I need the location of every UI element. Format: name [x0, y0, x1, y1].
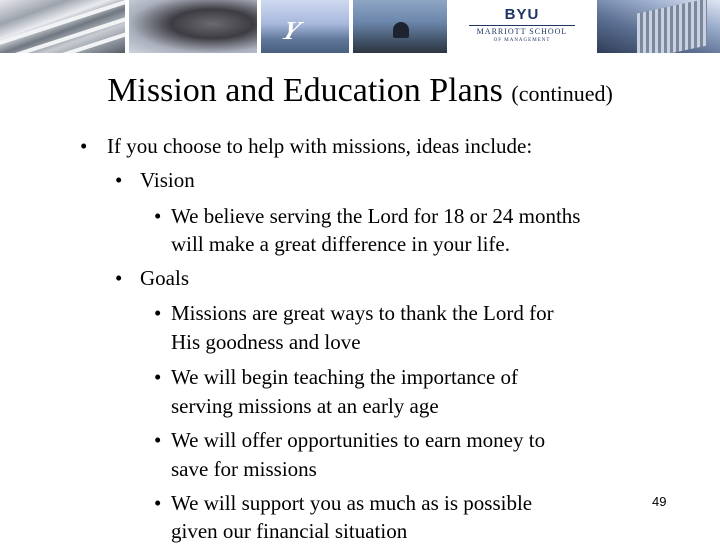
goal-item-line2: given our financial situation [171, 519, 408, 543]
goal-item-line1: We will support you as much as is possible [171, 491, 533, 515]
bullet-marker: • [80, 134, 88, 158]
banner-photo-building [597, 0, 720, 53]
bullet-marker: • [154, 301, 162, 325]
vision-label: Vision [140, 168, 195, 192]
slide-title-suffix: (continued) [511, 81, 613, 106]
bell-icon [393, 22, 409, 38]
vision-item-line2: will make a great difference in your life. [171, 232, 510, 256]
page-number: 49 [652, 494, 667, 509]
banner-photo-statue [129, 0, 257, 53]
bullet-marker: • [154, 365, 162, 389]
goal-item-line1: We will begin teaching the importance of [171, 365, 519, 389]
slide-title [0, 70, 720, 115]
y-mountain-icon: Y [277, 16, 305, 45]
bullet-marker: • [154, 428, 162, 452]
banner-photo-bell-tower [353, 0, 447, 53]
intro-text: If you choose to help with missions, ideas include: [107, 134, 533, 158]
goal-item-line1: We will offer opportunities to earn money to [171, 428, 546, 452]
byu-marriott-logo: BYU MARRIOTT SCHOOL OF MANAGEMENT [451, 0, 593, 53]
bullet-marker: • [115, 168, 123, 192]
banner-photo-metal [0, 0, 125, 53]
vision-item-line1: We believe serving the Lord for 18 or 24 months [171, 204, 581, 228]
goals-label: Goals [140, 266, 189, 290]
slide-title-main: Mission and Education Plans [107, 72, 503, 109]
goal-item-line2: serving missions at an early age [171, 394, 439, 418]
bullet-marker: • [154, 204, 162, 228]
header-banner [0, 0, 720, 53]
bullet-marker: • [154, 491, 162, 515]
goal-item-line2: save for missions [171, 457, 317, 481]
goal-item-line2: His goodness and love [171, 330, 361, 354]
banner-photo-mountain-y [261, 0, 349, 53]
bullet-marker: • [115, 266, 123, 290]
goal-item-line1: Missions are great ways to thank the Lord for [171, 301, 554, 325]
